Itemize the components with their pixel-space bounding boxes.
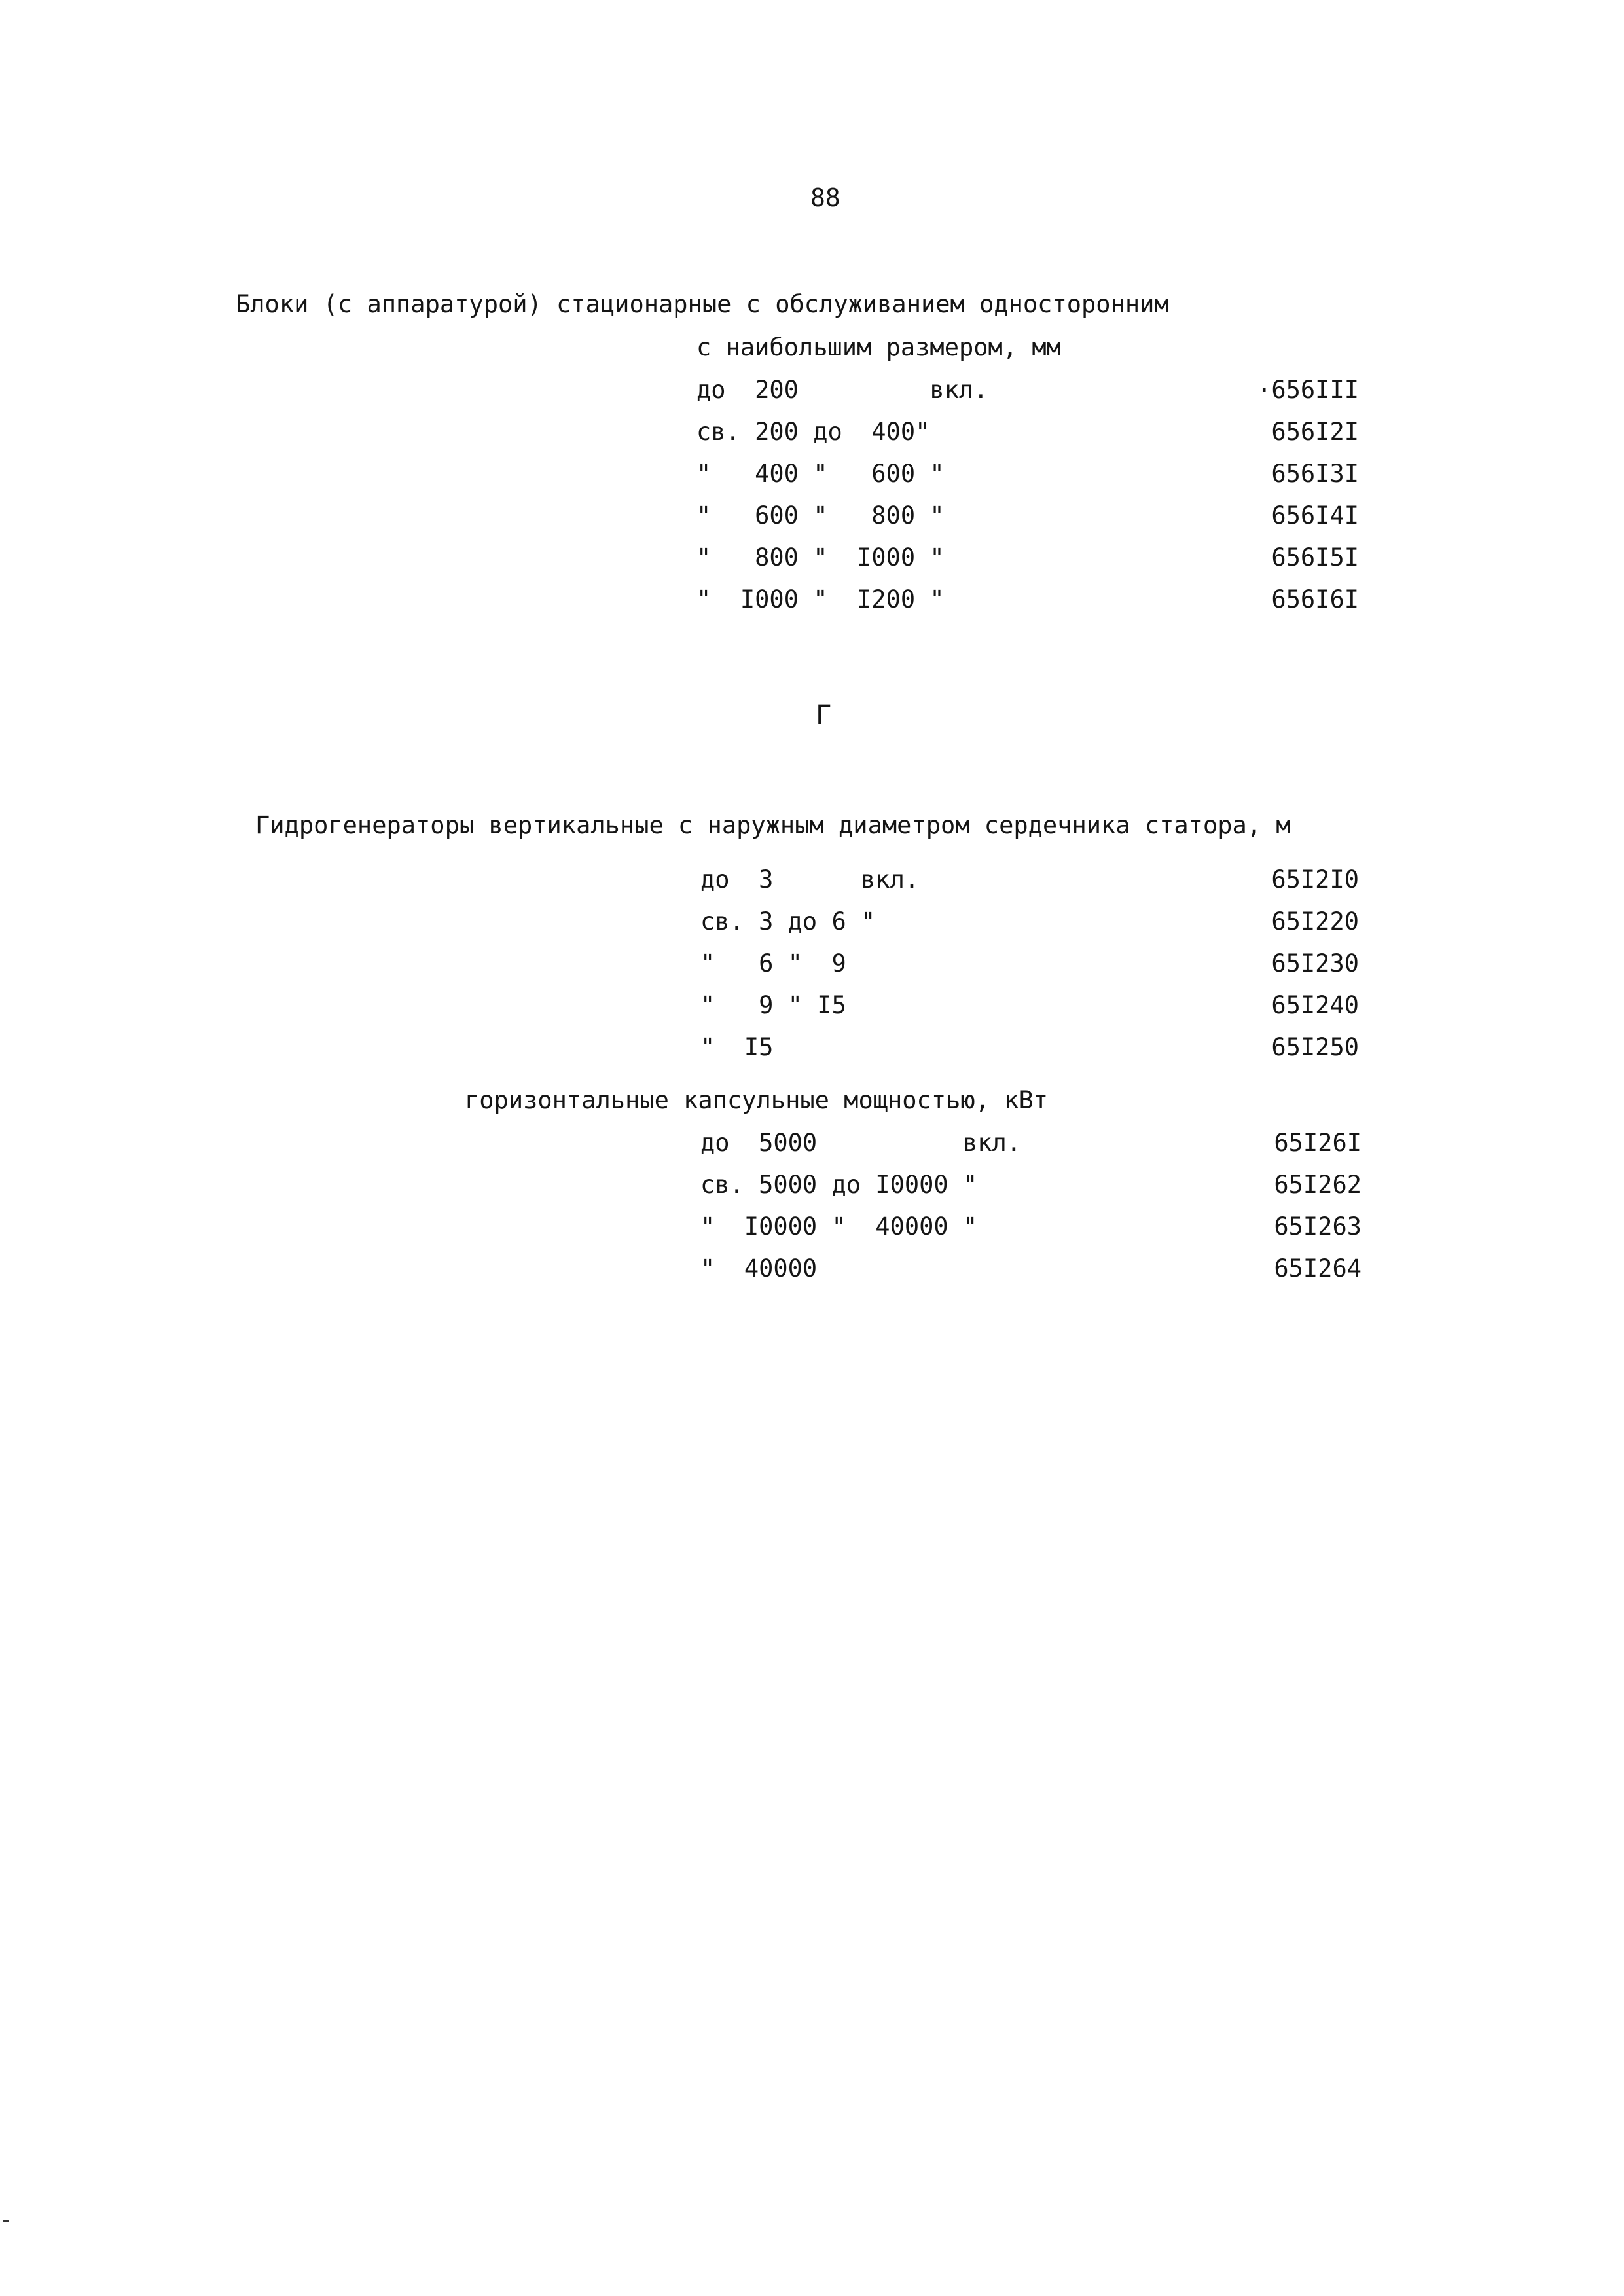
table-row-code: 656I3I [1271,460,1359,488]
table-row-code: ·656III [1257,376,1359,404]
table-row-code: 656I6I [1271,585,1359,613]
section-letter: Г [816,701,832,731]
table-row-range: " I0000 " 40000 " [700,1212,978,1241]
scan-edge-mark [3,2220,9,2222]
table-row-range: " 800 " I000 " [696,543,945,572]
table-row-range: " 600 " 800 " [696,501,945,530]
table-row-code: 65I250 [1271,1033,1359,1061]
table-row-code: 65I230 [1271,949,1359,977]
table-row-code: 65I220 [1271,907,1359,936]
table-row-range: св. 3 до 6 " [700,907,876,936]
section-b-subheading: с наибольшим размером, мм [696,333,1061,361]
table-row-code: 65I262 [1274,1171,1362,1199]
table-row-range: до 5000 вкл. [700,1129,1022,1157]
section-g-heading: Гидрогенераторы вертикальные с наружным диаметром сердечника статора, м [255,811,1291,839]
table-row-range: св. 200 до 400" [696,418,930,446]
table-row-range: " 6 " 9 [700,949,846,977]
table-row-range: св. 5000 до I0000 " [700,1171,978,1199]
table-row-range: " I5 [700,1033,774,1061]
table-row-code: 65I264 [1274,1254,1362,1283]
section-b-heading: Блоки (с аппаратурой) стационарные с обслуживанием односторонним [236,290,1169,318]
table-row-code: 65I26I [1274,1129,1362,1157]
table-row-code: 65I240 [1271,991,1359,1019]
table-row-code: 656I5I [1271,543,1359,572]
table-row-code: 65I2I0 [1271,866,1359,894]
table-row-range: до 200 вкл. [696,376,988,404]
section-g-subheading: горизонтальные капсульные мощностью, кВт [465,1086,1049,1114]
table-row-range: " 400 " 600 " [696,460,945,488]
table-row-range: " 9 " I5 [700,991,846,1019]
table-row-range: " 40000 [700,1254,818,1283]
table-row-code: 656I4I [1271,501,1359,530]
table-row-code: 656I2I [1271,418,1359,446]
page-number: 88 [810,183,840,212]
table-row-range: " I000 " I200 " [696,585,945,613]
table-row-code: 65I263 [1274,1212,1362,1241]
table-row-range: до 3 вкл. [700,866,920,894]
